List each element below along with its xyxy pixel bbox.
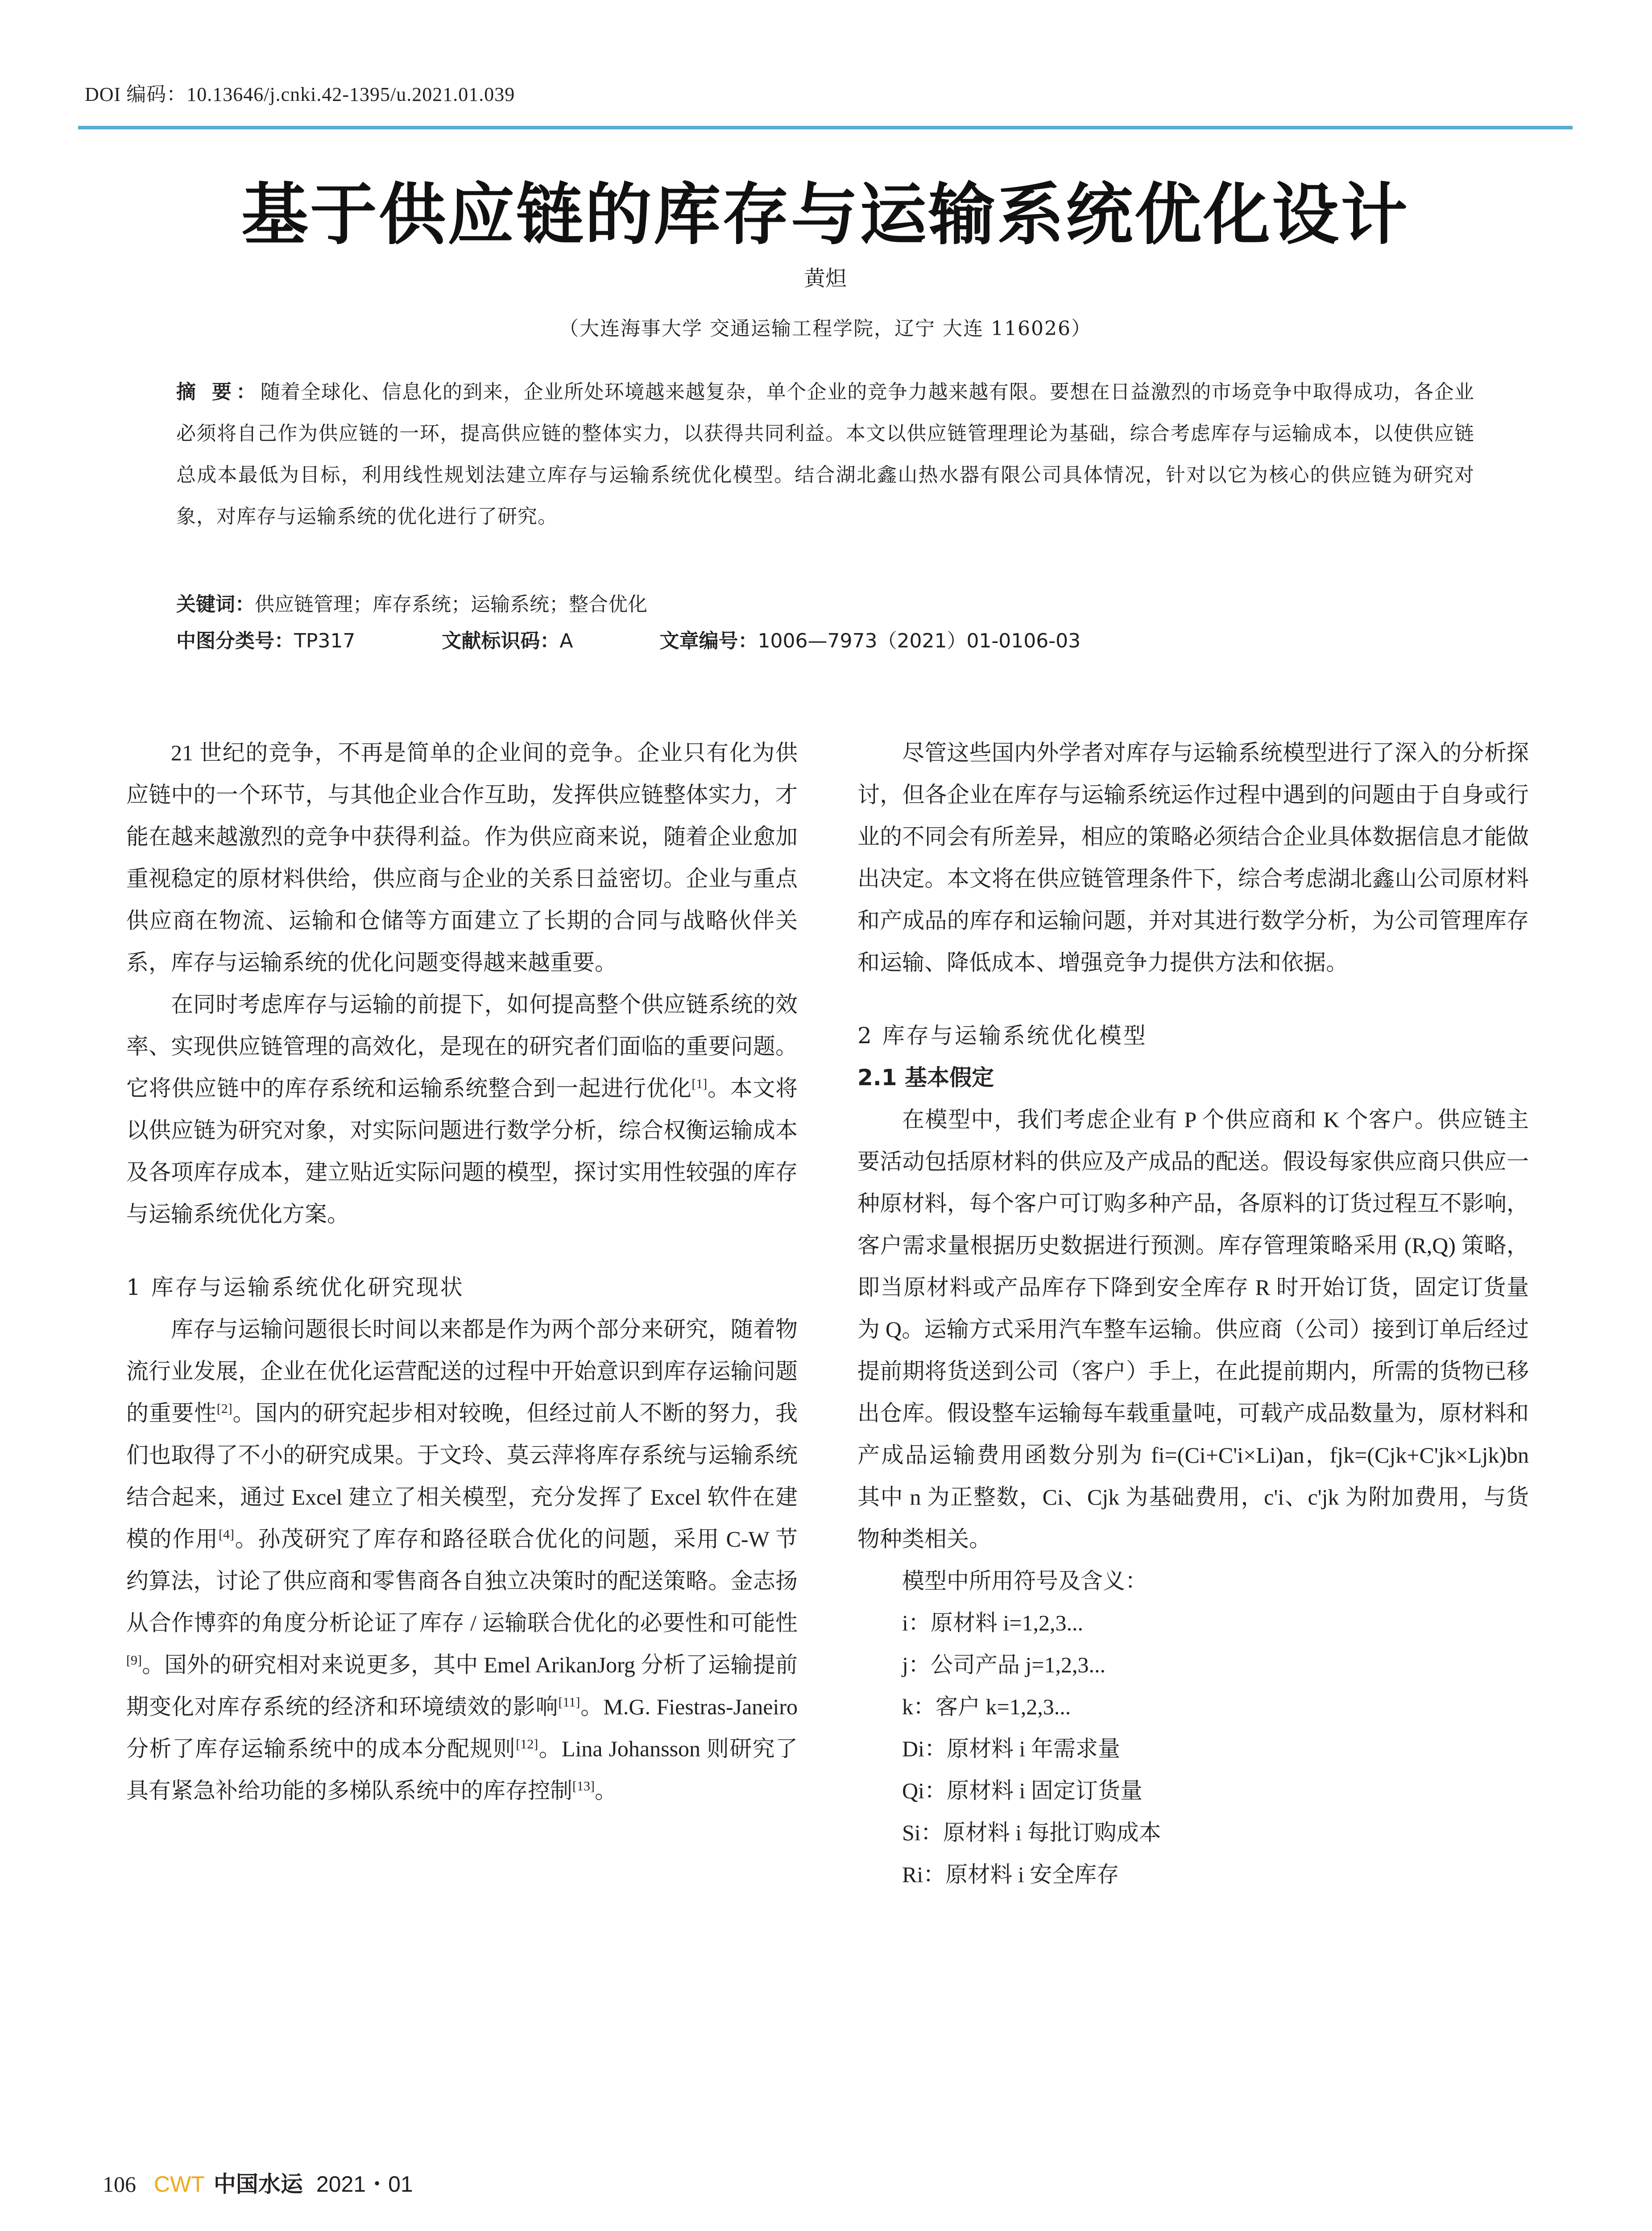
citation: [11] [558,1695,580,1710]
symbol-item: i：原材料 i=1,2,3... [902,1610,1083,1635]
citation: [2] [216,1401,232,1416]
subsection-heading-2-1: 2.1 基本假定 [857,1065,994,1091]
doc-code-value: A [559,630,573,652]
page-footer [103,2166,413,2198]
journal-name: 中国水运 [213,2171,303,2197]
classification-line [176,625,1474,653]
author: 黄炟 [803,266,847,291]
journal-logo-cwt: CWT [154,2172,205,2197]
affiliation: （大连海事大学 交通运输工程学院，辽宁 大连 116026） [559,317,1092,340]
formula-fi: fi=(Ci+C'i×Li)an [1151,1443,1304,1468]
citation: [9] [126,1653,142,1668]
right-column [857,732,1529,1895]
left-paragraph-2: 在同时考虑库存与运输的前提下，如何提高整个供应链系统的效率、实现供应链管理的高效化，是现在的研究者们面临的重要问题。它将供应链中的库存系统和运输系统整合到一起进行优化[1]。本文将以供应链为研究对象，对实际问题进行数学分析，综合权衡运输成本及各项库存成本，建立贴近实际问题的模型，探讨实用性较强的库存与运输系统优化方案。 [126,992,798,1227]
clc-value: TP317 [294,630,356,652]
left-column [126,732,798,1812]
paper-title: 基于供应链的库存与运输系统优化设计 [241,175,1409,254]
abstract-text: 随着全球化、信息化的到来，企业所处环境越来越复杂，单个企业的竞争力越来越有限。要想在日益激烈的市场竞争中取得成功，各企业必须将自己作为供应链的一环，提高供应链的整体实力，以获得共同利益。本文以供应链管理理论为基础，综合考虑库存与运输成本，以使供应链总成本最低为目标，利用线性规划法建立库存与运输系统优化模型。结合湖北鑫山热水器有限公司具体情况，针对以它为核心的供应链为研究对象，对库存与运输系统的优化进行了研究。 [176,381,1474,528]
clc-label: 中图分类号： [176,630,294,652]
abstract-label: 摘 要： [176,381,261,403]
page-number: 106 [103,2172,136,2197]
symbol-item: Si：原材料 i 每批订购成本 [902,1820,1161,1845]
left-paragraph-1: 21 世纪的竞争，不再是简单的企业间的竞争。企业只有化为供应链中的一个环节，与其他企业合作互助，发挥供应链整体实力，才能在越来越激烈的竞争中获得利益。作为供应商来说，随着企业愈加重视稳定的原材料供给，供应商与企业的关系日益密切。企业与重点供应商在物流、运输和仓储等方面建立了长期的合同与战略伙伴关系，库存与运输系统的优化问题变得越来越重要。 [126,740,798,975]
citation: [13] [572,1779,595,1794]
right-paragraph-2: 在模型中，我们考虑企业有 P 个供应商和 K 个客户。供应链主要活动包括原材料的供应及产成品的配送。假设每家供应商只供应一种原材料，每个客户可订购多种产品，各原料的订货过程互不影响，客户需求量根据历史数据进行预测。库存管理策略采用 (R,Q) 策略，即当原材料或产品库存下降到安全库存 R 时开始订货，固定订货量为 Q。运输方式采用汽车整车运输。供应商（公司）接到订单后经过提前期将货送到公司（客户）手上，在此提前期内，所需的货物已移出仓库。假设整车运输每车载重量吨，可载产成品数量为，原材料和产成品运输费用函数分别为 fi=(Ci+C'i×Li)an，fjk=(Cjk+C'jk×Ljk)bn 其中 n 为正整数，Ci、Cjk 为基础费用，c'i、c'jk 为附加费用，与货物种类相关。 [857,1107,1529,1551]
article-no-value: 1006—7973（2021）01-0106-03 [758,630,1081,652]
symbol-item: Ri：原材料 i 安全库存 [902,1862,1119,1887]
citation: [4] [218,1527,234,1542]
symbol-item: Di：原材料 i 年需求量 [902,1736,1120,1761]
formula-fjk: fjk=(Cjk+C'jk×Ljk)bn [1329,1443,1529,1468]
citation: [12] [516,1737,538,1752]
symbols-intro: 模型中所用符号及含义： [902,1568,1147,1593]
doi-line: DOI 编码：10.13646/j.cnki.42-1395/u.2021.01.039 [85,83,515,105]
section-heading-1: 1 库存与运输系统优化研究现状 [126,1274,464,1300]
keywords-label: 关键词： [176,593,255,616]
left-paragraph-3: 库存与运输问题很长时间以来都是作为两个部分来研究，随着物流行业发展，企业在优化运营配送的过程中开始意识到库存运输问题的重要性[2]。国内的研究起步相对较晚，但经过前人不断的努力，我们也取得了不小的研究成果。于文玲、莫云萍将库存系统与运输系统结合起来，通过 Excel 建立了相关模型，充分发挥了 Excel 软件在建模的作用[4]。孙茂研究了库存和路径联合优化的问题，采用 C-W 节约算法，讨论了供应商和零售商各自独立决策时的配送策略。金志扬从合作博弈的角度分析论证了库存 / 运输联合优化的必要性和可能性[9]。国外的研究相对来说更多，其中 Emel ArikanJorg 分析了运输提前期变化对库存系统的经济和环境绩效的影响[11]。M.G. Fiestras-Janeiro 分析了库存运输系统中的成本分配规则[12]。Lina Johansson 则研究了具有紧急补给功能的多梯队系统中的库存控制[13]。 [126,1317,798,1803]
symbol-item: j：公司产品 j=1,2,3... [902,1652,1105,1677]
citation: [1] [691,1076,708,1091]
symbol-item: Qi：原材料 i 固定订货量 [902,1778,1143,1803]
issue-date: 2021・01 [316,2172,413,2197]
keywords [176,588,647,617]
right-paragraph-1: 尽管这些国内外学者对库存与运输系统模型进行了深入的分析探讨，但各企业在库存与运输系统运作过程中遇到的问题由于自身或行业的不同会有所差异，相应的策略必须结合企业具体数据信息才能做出决定。本文将在供应链管理条件下，综合考虑湖北鑫山公司原材料和产成品的库存和运输问题，并对其进行数学分析，为公司管理库存和运输、降低成本、增强竞争力提供方法和依据。 [857,740,1529,975]
header-rule [78,126,1573,129]
article-no-label: 文章编号： [659,630,758,652]
section-heading-2: 2 库存与运输系统优化模型 [857,1023,1147,1049]
keywords-text: 供应链管理；库存系统；运输系统；整合优化 [255,593,647,616]
abstract [176,371,1474,537]
doc-code-label: 文献标识码： [442,630,560,652]
symbol-item: k：客户 k=1,2,3... [902,1694,1071,1719]
